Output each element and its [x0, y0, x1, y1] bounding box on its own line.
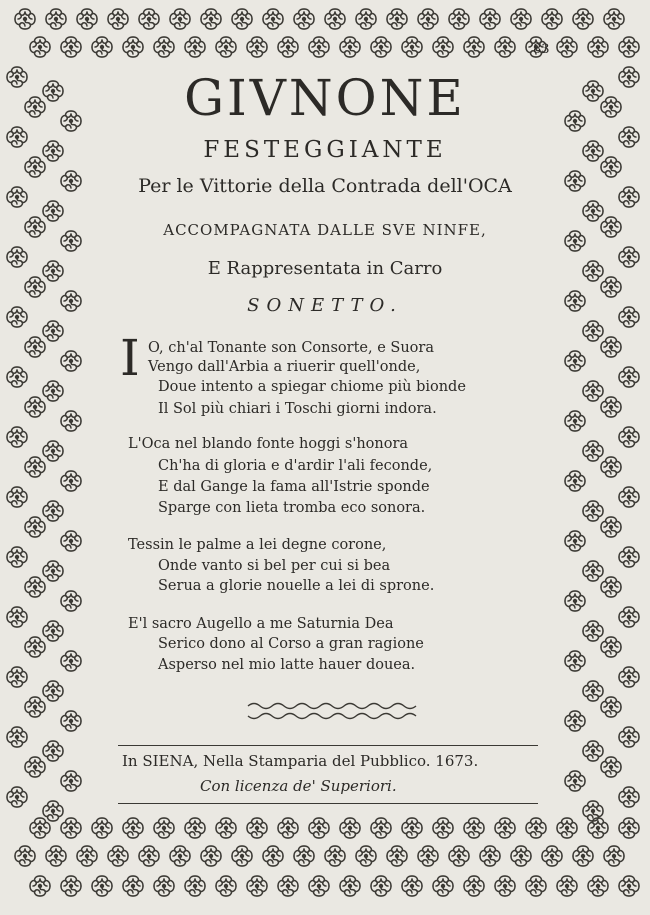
imprint-rule-top	[118, 745, 538, 746]
fleuron-ornament	[182, 873, 208, 899]
fleuron-ornament	[229, 843, 255, 869]
fleuron-ornament	[120, 873, 146, 899]
fleuron-ornament	[430, 815, 456, 841]
fleuron-ornament	[616, 484, 642, 510]
fleuron-ornament	[598, 514, 624, 540]
fleuron-ornament	[598, 394, 624, 420]
verse-line: Serico dono al Corso a gran ragione	[158, 636, 424, 652]
fleuron-ornament	[598, 454, 624, 480]
fleuron-ornament	[244, 34, 270, 60]
fleuron-ornament	[136, 6, 162, 32]
fleuron-ornament	[89, 34, 115, 60]
fleuron-ornament	[562, 408, 588, 434]
fleuron-ornament	[598, 574, 624, 600]
fleuron-ornament	[58, 34, 84, 60]
verse-line: Doue intento a spiegar chiome più bionde	[158, 379, 466, 395]
fleuron-ornament	[598, 694, 624, 720]
fleuron-ornament	[244, 815, 270, 841]
fleuron-ornament	[58, 528, 84, 554]
fleuron-ornament	[562, 468, 588, 494]
fleuron-ornament	[4, 364, 30, 390]
fleuron-ornament	[58, 468, 84, 494]
fleuron-ornament	[89, 815, 115, 841]
fleuron-ornament	[461, 815, 487, 841]
fleuron-ornament	[89, 873, 115, 899]
fleuron-ornament	[4, 424, 30, 450]
verse-line: E dal Gange la fama all'Istrie sponde	[158, 479, 430, 495]
fleuron-ornament	[22, 394, 48, 420]
fleuron-ornament	[74, 843, 100, 869]
verse-line: Ch'ha di gloria e d'ardir l'ali feconde,	[158, 458, 433, 474]
fleuron-ornament	[570, 6, 596, 32]
verse-line: Sparge con lieta tromba eco sonora.	[158, 500, 426, 516]
fleuron-ornament	[492, 873, 518, 899]
fleuron-ornament	[415, 843, 441, 869]
fleuron-ornament	[260, 6, 286, 32]
fleuron-ornament	[598, 634, 624, 660]
fleuron-ornament	[554, 873, 580, 899]
drop-cap: I	[120, 329, 140, 387]
fleuron-ornament	[244, 873, 270, 899]
fleuron-ornament	[399, 815, 425, 841]
fleuron-ornament	[58, 408, 84, 434]
fleuron-ornament	[306, 815, 332, 841]
fleuron-ornament	[306, 873, 332, 899]
imprint: In SIENA, Nella Stamparia del Pubblico. 1673.	[122, 752, 479, 770]
fleuron-ornament	[182, 815, 208, 841]
verse-line: O, ch'al Tonante son Consorte, e Suora	[148, 340, 434, 356]
page-number: 83	[533, 42, 550, 57]
nymphs-line: ACCOMPAGNATA DALLE SVE NINFE,	[163, 221, 487, 239]
fleuron-ornament	[492, 34, 518, 60]
verse-line: E'l sacro Augello a me Saturnia Dea	[128, 616, 394, 632]
verse-line: L'Oca nel blando fonte hoggi s'honora	[128, 436, 409, 452]
fleuron-ornament	[616, 364, 642, 390]
fleuron-ornament	[151, 34, 177, 60]
fleuron-ornament	[120, 34, 146, 60]
fleuron-ornament	[291, 843, 317, 869]
fleuron-ornament	[322, 6, 348, 32]
fleuron-ornament	[477, 843, 503, 869]
fleuron-ornament	[616, 873, 642, 899]
fleuron-ornament	[492, 815, 518, 841]
fleuron-ornament	[27, 873, 53, 899]
fleuron-ornament	[601, 6, 627, 32]
fleuron-ornament	[616, 815, 642, 841]
fleuron-ornament	[198, 6, 224, 32]
fleuron-ornament	[43, 6, 69, 32]
fleuron-ornament	[562, 648, 588, 674]
ornament-divider	[244, 700, 424, 722]
fleuron-ornament	[562, 768, 588, 794]
license-line: Con licenza de' Superiori.	[200, 777, 397, 795]
verse-line: Tessin le palme a lei degne corone,	[128, 537, 387, 553]
fleuron-ornament	[562, 588, 588, 614]
fleuron-ornament	[151, 873, 177, 899]
fleuron-ornament	[151, 815, 177, 841]
fleuron-ornament	[554, 815, 580, 841]
fleuron-ornament	[461, 873, 487, 899]
fleuron-ornament	[22, 454, 48, 480]
fleuron-ornament	[182, 34, 208, 60]
fleuron-ornament	[508, 843, 534, 869]
fleuron-ornament	[74, 6, 100, 32]
fleuron-ornament	[58, 873, 84, 899]
fleuron-ornament	[167, 6, 193, 32]
fleuron-ornament	[508, 6, 534, 32]
fleuron-ornament	[562, 708, 588, 734]
fleuron-ornament	[554, 34, 580, 60]
fleuron-ornament	[4, 484, 30, 510]
fleuron-ornament	[337, 873, 363, 899]
fleuron-ornament	[580, 798, 606, 824]
fleuron-ornament	[4, 604, 30, 630]
fleuron-ornament	[291, 6, 317, 32]
fleuron-ornament	[198, 843, 224, 869]
fleuron-ornament	[229, 6, 255, 32]
fleuron-ornament	[22, 754, 48, 780]
fleuron-ornament	[58, 648, 84, 674]
fleuron-ornament	[58, 348, 84, 374]
title: GIVNONE	[184, 69, 466, 127]
fleuron-ornament	[616, 424, 642, 450]
verse-line: Onde vanto si bel per cui si bea	[158, 558, 391, 574]
fleuron-ornament	[105, 6, 131, 32]
fleuron-ornament	[105, 843, 131, 869]
fleuron-ornament	[368, 873, 394, 899]
fleuron-ornament	[275, 34, 301, 60]
fleuron-ornament	[430, 873, 456, 899]
fleuron-ornament	[22, 334, 48, 360]
fleuron-ornament	[213, 873, 239, 899]
fleuron-ornament	[399, 34, 425, 60]
fleuron-ornament	[22, 694, 48, 720]
fleuron-ornament	[616, 604, 642, 630]
sonetto-heading: SONETTO.	[247, 295, 403, 316]
fleuron-ornament	[260, 843, 286, 869]
fleuron-ornament	[539, 6, 565, 32]
fleuron-ornament	[40, 798, 66, 824]
fleuron-ornament	[275, 815, 301, 841]
fleuron-ornament	[120, 815, 146, 841]
fleuron-ornament	[585, 34, 611, 60]
fleuron-ornament	[562, 528, 588, 554]
fleuron-ornament	[136, 843, 162, 869]
fleuron-ornament	[27, 34, 53, 60]
fleuron-ornament	[322, 843, 348, 869]
fleuron-ornament	[58, 588, 84, 614]
fleuron-ornament	[384, 843, 410, 869]
fleuron-ornament	[399, 873, 425, 899]
fleuron-ornament	[446, 843, 472, 869]
fleuron-ornament	[4, 544, 30, 570]
fleuron-ornament	[446, 6, 472, 32]
verse-line: Il Sol più chiari i Toschi giorni indora.	[158, 401, 437, 417]
fleuron-ornament	[213, 815, 239, 841]
fleuron-ornament	[616, 544, 642, 570]
imprint-rule-bottom	[118, 803, 538, 804]
fleuron-ornament	[22, 514, 48, 540]
fleuron-ornament	[58, 708, 84, 734]
fleuron-ornament	[415, 6, 441, 32]
fleuron-ornament	[539, 843, 565, 869]
fleuron-ornament	[430, 34, 456, 60]
fleuron-ornament	[4, 664, 30, 690]
fleuron-ornament	[353, 6, 379, 32]
subtitle: FESTEGGIANTE	[203, 137, 447, 163]
fleuron-ornament	[22, 574, 48, 600]
fleuron-ornament	[22, 634, 48, 660]
fleuron-ornament	[4, 784, 30, 810]
fleuron-ornament	[598, 334, 624, 360]
fleuron-ornament	[368, 34, 394, 60]
fleuron-ornament	[585, 873, 611, 899]
fleuron-ornament	[58, 768, 84, 794]
fleuron-ornament	[616, 34, 642, 60]
fleuron-ornament	[353, 843, 379, 869]
dedication-line: Per le Vittorie della Contrada dell'OCA	[138, 175, 512, 197]
verse-line: Serua a glorie nouelle a lei di sprone.	[158, 578, 435, 594]
fleuron-ornament	[570, 843, 596, 869]
fleuron-ornament	[384, 6, 410, 32]
fleuron-ornament	[523, 873, 549, 899]
fleuron-ornament	[4, 724, 30, 750]
fleuron-ornament	[601, 843, 627, 869]
fleuron-ornament	[616, 724, 642, 750]
carro-line: E Rappresentata in Carro	[207, 258, 443, 279]
fleuron-ornament	[477, 6, 503, 32]
fleuron-ornament	[213, 34, 239, 60]
fleuron-ornament	[43, 843, 69, 869]
fleuron-ornament	[12, 843, 38, 869]
fleuron-ornament	[368, 815, 394, 841]
fleuron-ornament	[461, 34, 487, 60]
fleuron-ornament	[523, 815, 549, 841]
fleuron-ornament	[616, 664, 642, 690]
fleuron-ornament	[337, 34, 363, 60]
fleuron-ornament	[275, 873, 301, 899]
verse-line: Asperso nel mio latte hauer douea.	[158, 657, 416, 673]
fleuron-ornament	[12, 6, 38, 32]
fleuron-ornament	[562, 348, 588, 374]
verse-line: Vengo dall'Arbia a riuerir quell'onde,	[148, 359, 421, 375]
fleuron-ornament	[598, 754, 624, 780]
fleuron-ornament	[616, 784, 642, 810]
fleuron-ornament	[337, 815, 363, 841]
fleuron-ornament	[167, 843, 193, 869]
fleuron-ornament	[306, 34, 332, 60]
